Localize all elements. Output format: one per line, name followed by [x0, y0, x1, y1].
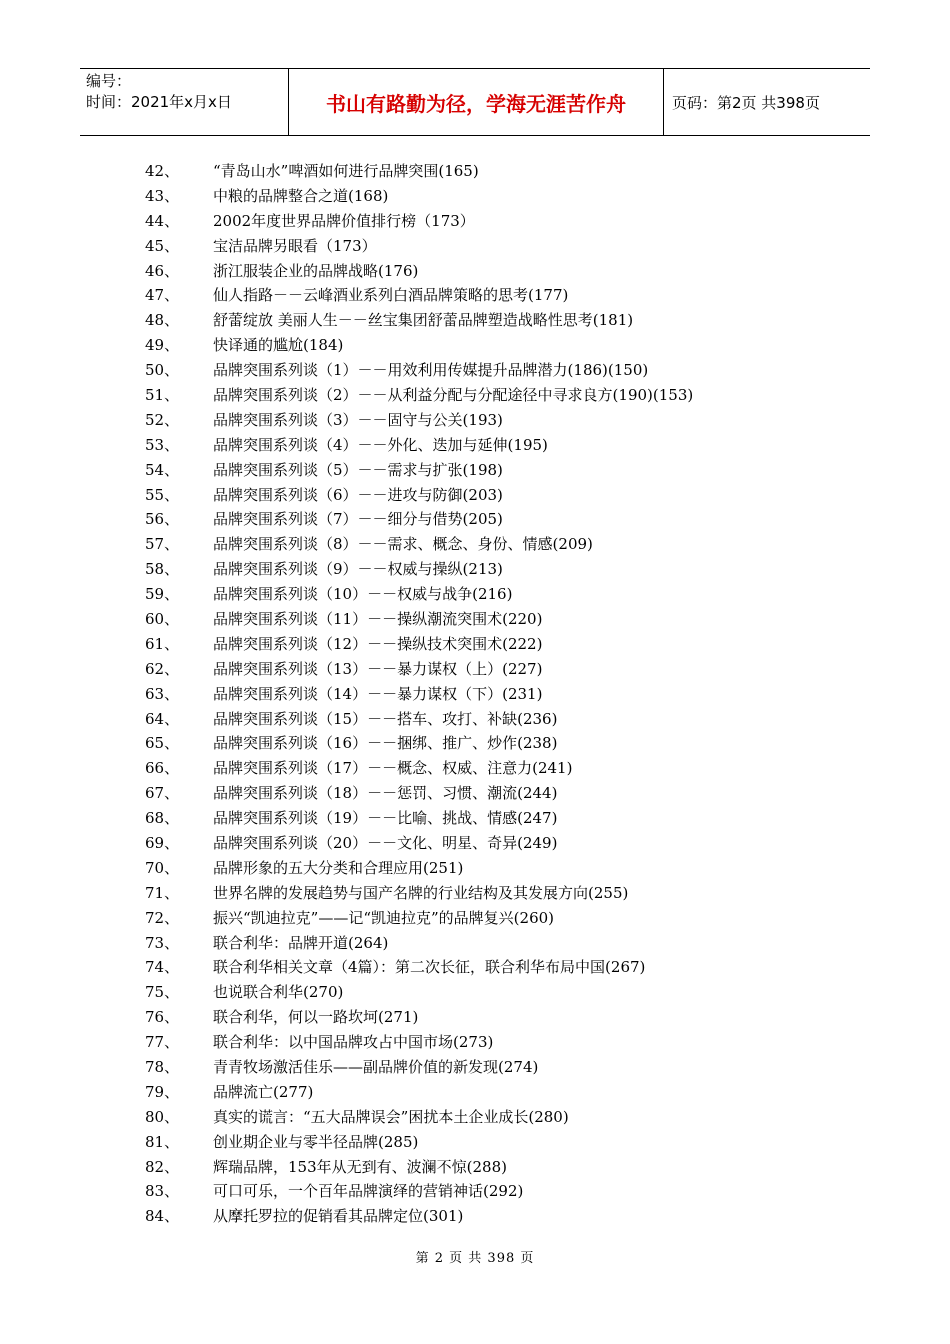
toc-item-number: 79、: [145, 1082, 180, 1101]
toc-item-title: 宝洁品牌另眼看（173）: [213, 236, 377, 255]
header-page-info: 页码：第2页 共398页: [672, 93, 820, 112]
toc-item-number: 51、: [145, 385, 180, 404]
toc-item-number: 44、: [145, 211, 180, 230]
toc-item-title: 品牌形象的五大分类和合理应用(251): [213, 858, 464, 877]
toc-item: [0, 208, 950, 233]
toc-item-title: 品牌突围系列谈（14）－－暴力谋权（下）(231): [213, 684, 543, 703]
toc-item: [0, 506, 950, 531]
toc-item-number: 72、: [145, 908, 180, 927]
toc-item: [0, 1203, 950, 1228]
toc-item-number: 76、: [145, 1008, 180, 1027]
toc-item-title: 品牌突围系列谈（10）－－权威与战争(216): [213, 585, 513, 604]
toc-item-number: 82、: [145, 1157, 180, 1176]
toc-item: [0, 332, 950, 357]
toc-item: [0, 457, 950, 482]
toc-item-number: 78、: [145, 1058, 180, 1076]
toc-item-number: 68、: [145, 809, 180, 828]
toc-item: [0, 855, 950, 880]
toc-item-title: 青青牧场激活佳乐——副品牌价值的新发现(274): [213, 1058, 539, 1076]
toc-item-title: 联合利华相关文章（4篇）：第二次长征，联合利华布局中国(267): [213, 958, 646, 977]
toc-item-number: 70、: [145, 858, 180, 877]
toc-item: [0, 930, 950, 955]
toc-item-number: 48、: [145, 311, 180, 330]
toc-item-number: 73、: [145, 933, 180, 952]
toc-item-number: 74、: [145, 958, 180, 977]
toc-item-title: 品牌突围系列谈（11）－－操纵潮流突围术(220): [213, 609, 543, 628]
toc-item-title: 品牌突围系列谈（9）－－权威与操纵(213): [213, 560, 503, 579]
toc-item: [0, 307, 950, 332]
toc-item-number: 63、: [145, 684, 180, 703]
toc-item-number: 67、: [145, 784, 180, 803]
toc-item-title: 振兴“凯迪拉克”——记“凯迪拉克”的品牌复兴(260): [213, 908, 555, 927]
toc-item-title: 从摩托罗拉的促销看其品牌定位(301): [213, 1207, 464, 1226]
toc-item-title: 品牌流亡(277): [213, 1082, 314, 1101]
toc-item: [0, 830, 950, 855]
toc-item-title: 真实的谎言：“五大品牌误会”困扰本土企业成长(280): [213, 1107, 569, 1126]
toc-item-title: 品牌突围系列谈（19）－－比喻、挑战、情感(247): [213, 809, 558, 828]
toc-item-number: 58、: [145, 560, 180, 579]
toc-item-number: 53、: [145, 435, 180, 454]
toc-item: [0, 1079, 950, 1104]
toc-item-title: 仙人指路－－云峰酒业系列白酒品牌策略的思考(177): [213, 286, 569, 305]
toc-item: [0, 780, 950, 805]
toc-item-title: 品牌突围系列谈（5）－－需求与扩张(198): [213, 460, 503, 479]
toc-item-title: 辉瑞品牌，153年从无到有、波澜不惊(288): [213, 1157, 507, 1176]
toc-item-title: 品牌突围系列谈（7）－－细分与借势(205): [213, 510, 503, 529]
toc-item: [0, 183, 950, 208]
toc-item-number: 43、: [145, 186, 180, 205]
header-meta: [80, 69, 289, 135]
date-label: 时间：2021年x月x日: [86, 93, 232, 111]
toc-item-title: 品牌突围系列谈（18）－－惩罚、习惯、潮流(244): [213, 784, 558, 803]
toc-item: [0, 1129, 950, 1154]
toc-item-number: 62、: [145, 659, 180, 678]
toc-item-number: 83、: [145, 1182, 180, 1201]
toc-item: [0, 1054, 950, 1079]
toc-item: [0, 407, 950, 432]
toc-item-title: 2002年度世界品牌价值排行榜（173）: [213, 211, 475, 230]
toc-item: [0, 282, 950, 307]
toc-item-title: 品牌突围系列谈（16）－－捆绑、推广、炒作(238): [213, 734, 558, 753]
toc-item-title: 品牌突围系列谈（15）－－搭车、攻打、补缺(236): [213, 709, 558, 728]
toc-item-title: 品牌突围系列谈（2）－－从利益分配与分配途径中寻求良方(190)(153): [213, 385, 694, 404]
toc-item-number: 55、: [145, 485, 180, 504]
toc-item-title: 品牌突围系列谈（3）－－固守与公关(193): [213, 410, 503, 429]
toc-item-title: 品牌突围系列谈（12）－－操纵技术突围术(222): [213, 634, 543, 653]
toc-item: [0, 730, 950, 755]
toc-item: [0, 681, 950, 706]
toc-item: [0, 382, 950, 407]
toc-item: [0, 1179, 950, 1204]
page-header: [80, 68, 870, 136]
toc-item-number: 54、: [145, 460, 180, 479]
toc-item: [0, 357, 950, 382]
toc-item: [0, 233, 950, 258]
toc-item-number: 47、: [145, 286, 180, 305]
toc-item-number: 66、: [145, 759, 180, 778]
toc-item: [0, 258, 950, 283]
toc-item-number: 50、: [145, 361, 180, 380]
toc-item-number: 61、: [145, 634, 180, 653]
toc-item-title: 联合利华：以中国品牌攻占中国市场(273): [213, 1033, 494, 1052]
toc-item: [0, 556, 950, 581]
toc-item-number: 46、: [145, 261, 180, 280]
toc-item-title: 也说联合利华(270): [213, 983, 344, 1002]
toc-item: [0, 755, 950, 780]
toc-item: [0, 1029, 950, 1054]
toc-item-title: 快译通的尴尬(184): [213, 336, 344, 355]
toc-item-number: 59、: [145, 585, 180, 604]
toc-item-title: 联合利华，何以一路坎坷(271): [213, 1008, 419, 1027]
toc-item-number: 45、: [145, 236, 180, 255]
toc-item-number: 77、: [145, 1033, 180, 1052]
toc-item: [0, 905, 950, 930]
toc-item-title: 联合利华：品牌开道(264): [213, 933, 389, 952]
toc-item: [0, 158, 950, 183]
toc-item: [0, 805, 950, 830]
toc-item: [0, 606, 950, 631]
toc-item-title: 舒蕾绽放 美丽人生－－丝宝集团舒蕾品牌塑造战略性思考(181): [213, 311, 634, 330]
toc-item: [0, 979, 950, 1004]
toc-item-number: 65、: [145, 734, 180, 753]
toc-item-number: 80、: [145, 1107, 180, 1126]
toc-item-number: 69、: [145, 833, 180, 852]
toc-item-number: 49、: [145, 336, 180, 355]
toc-item-title: 中粮的品牌整合之道(168): [213, 186, 389, 205]
header-motto: 书山有路勤为径，学海无涯苦作舟: [289, 69, 664, 135]
toc-item-title: 浙江服装企业的品牌战略(176): [213, 261, 419, 280]
page-footer: 第 2 页 共 398 页: [415, 1251, 535, 1266]
toc-item-number: 64、: [145, 709, 180, 728]
toc-item-title: 品牌突围系列谈（4）－－外化、迭加与延伸(195): [213, 435, 548, 454]
toc-item: [0, 581, 950, 606]
toc-item-title: 创业期企业与零半径品牌(285): [213, 1132, 419, 1151]
table-of-contents: [0, 158, 950, 1228]
toc-item-number: 81、: [145, 1132, 180, 1151]
toc-item-number: 71、: [145, 883, 180, 902]
toc-item: [0, 432, 950, 457]
toc-item: [0, 1004, 950, 1029]
toc-item-number: 84、: [145, 1207, 180, 1226]
toc-item-title: 品牌突围系列谈（17）－－概念、权威、注意力(241): [213, 759, 573, 778]
toc-item: [0, 631, 950, 656]
toc-item-number: 57、: [145, 535, 180, 554]
toc-item-number: 52、: [145, 410, 180, 429]
toc-item-title: 品牌突围系列谈（13）－－暴力谋权（上）(227): [213, 659, 543, 678]
toc-item: [0, 955, 950, 980]
toc-item-title: 世界名牌的发展趋势与国产名牌的行业结构及其发展方向(255): [213, 883, 629, 902]
toc-item-title: 品牌突围系列谈（6）－－进攻与防御(203): [213, 485, 503, 504]
toc-item: [0, 482, 950, 507]
toc-item: [0, 880, 950, 905]
serial-label: 编号：: [86, 72, 132, 90]
toc-item: [0, 706, 950, 731]
toc-item: [0, 531, 950, 556]
toc-item-number: 42、: [145, 161, 180, 180]
toc-item-title: “青岛山水”啤酒如何进行品牌突围(165): [213, 161, 479, 180]
toc-item-title: 品牌突围系列谈（8）－－需求、概念、身份、情感(209): [213, 535, 593, 554]
toc-item: [0, 656, 950, 681]
toc-item: [0, 1154, 950, 1179]
toc-item-number: 56、: [145, 510, 180, 529]
toc-item-number: 75、: [145, 983, 180, 1002]
toc-item-title: 品牌突围系列谈（1）－－用效利用传媒提升品牌潜力(186)(150): [213, 361, 649, 380]
toc-item: [0, 1104, 950, 1129]
toc-item-number: 60、: [145, 609, 180, 628]
toc-item-title: 品牌突围系列谈（20）－－文化、明星、奇异(249): [213, 833, 558, 852]
toc-item-title: 可口可乐，一个百年品牌演绎的营销神话(292): [213, 1182, 524, 1201]
